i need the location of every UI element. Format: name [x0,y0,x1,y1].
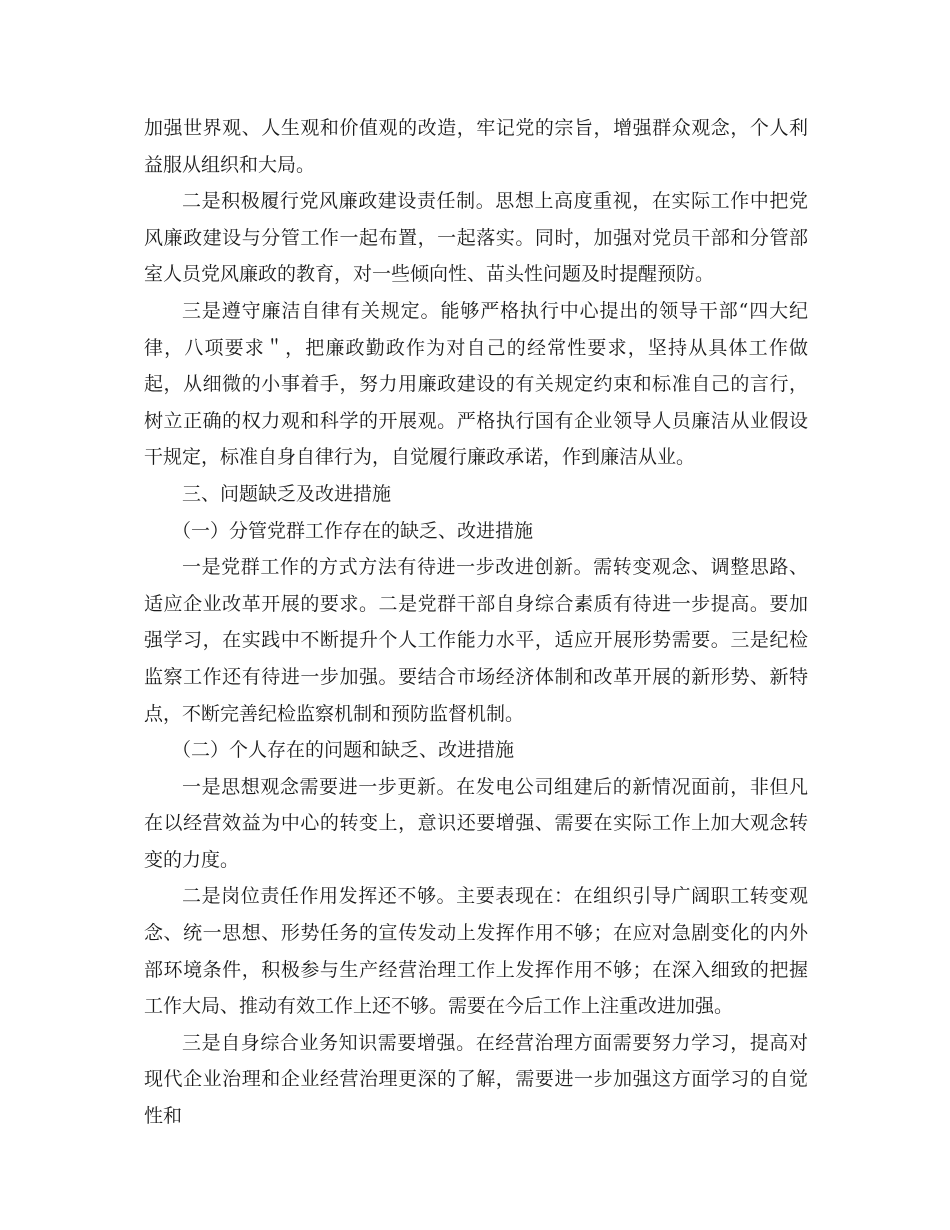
section-heading-problems: 三、问题缺乏及改进措施 [182,482,392,505]
paragraph-continuation: 加强世界观、人生观和价值观的改造，牢记党的宗旨，增强群众观念，个人利益服从组织和大局。 [144,117,808,176]
paragraph-mindset-update: 一是思想观念需要进一步更新。在发电公司组建后的新情况面前，非但凡在以经营效益为中心的转变上，意识还要增强、需要在实际工作上加大观念转变的力度。 [144,775,808,871]
subheading-party-work: （一）分管党群工作存在的缺乏、改进措施 [172,519,534,542]
document-body [144,110,808,1135]
paragraph-integrity-rules: 三是遵守廉洁自律有关规定。能够严格执行中心提出的领导干部“四大纪律，八项要求＂，把廉政勤政作为对自己的经常性要求，坚持从具体工作做起，从细微的小事着手，努力用廉政建设的有关规定约束和标准自己的言行，树立正确的权力观和科学的开展观。严格执行国有企业领导人员廉洁从业假设干规定，标准自身自律行为，自觉履行廉政承诺，作到廉洁从业。 [144,299,808,469]
paragraph-business-knowledge: 三是自身综合业务知识需要增强。在经营治理方面需要努力学习，提高对现代企业治理和企业经营治理更深的了解，需要进一步加强这方面学习的自觉性和 [144,1031,808,1128]
paragraph-party-conduct-responsibility: 二是积极履行党风廉政建设责任制。思想上高度重视，在实际工作中把党风廉政建设与分管工作一起布置，一起落实。同时，加强对党员干部和分管部室人员党风廉政的教育，对一些倾向性、苗头性问题及时提醒预防。 [144,190,808,286]
paragraph-role-responsibility: 二是岗位责任作用发挥还不够。主要表现在：在组织引导广阔职工转变观念、统一思想、形势任务的宣传发动上发挥作用不够；在应对急剧变化的内外部环境条件，积极参与生产经营治理工作上发挥作用不够；在深入细致的把握工作大局、推动有效工作上还不够。需要在今后工作上注重改进加强。 [144,885,808,1018]
paragraph-party-work-improvements: 一是党群工作的方式方法有待进一步改进创新。需转变观念、调整思路、适应企业改革开展的要求。二是党群干部自身综合素质有待进一步提高。要加强学习，在实践中不断提升个人工作能力水平，适应开展形势需要。三是纪检监察工作还有待进一步加强。要结合市场经济体制和改革开展的新形势、新特点，不断完善纪检监察机制和预防监督机制。 [144,556,808,725]
subheading-personal-issues: （二）个人存在的问题和缺乏、改进措施 [172,739,515,762]
